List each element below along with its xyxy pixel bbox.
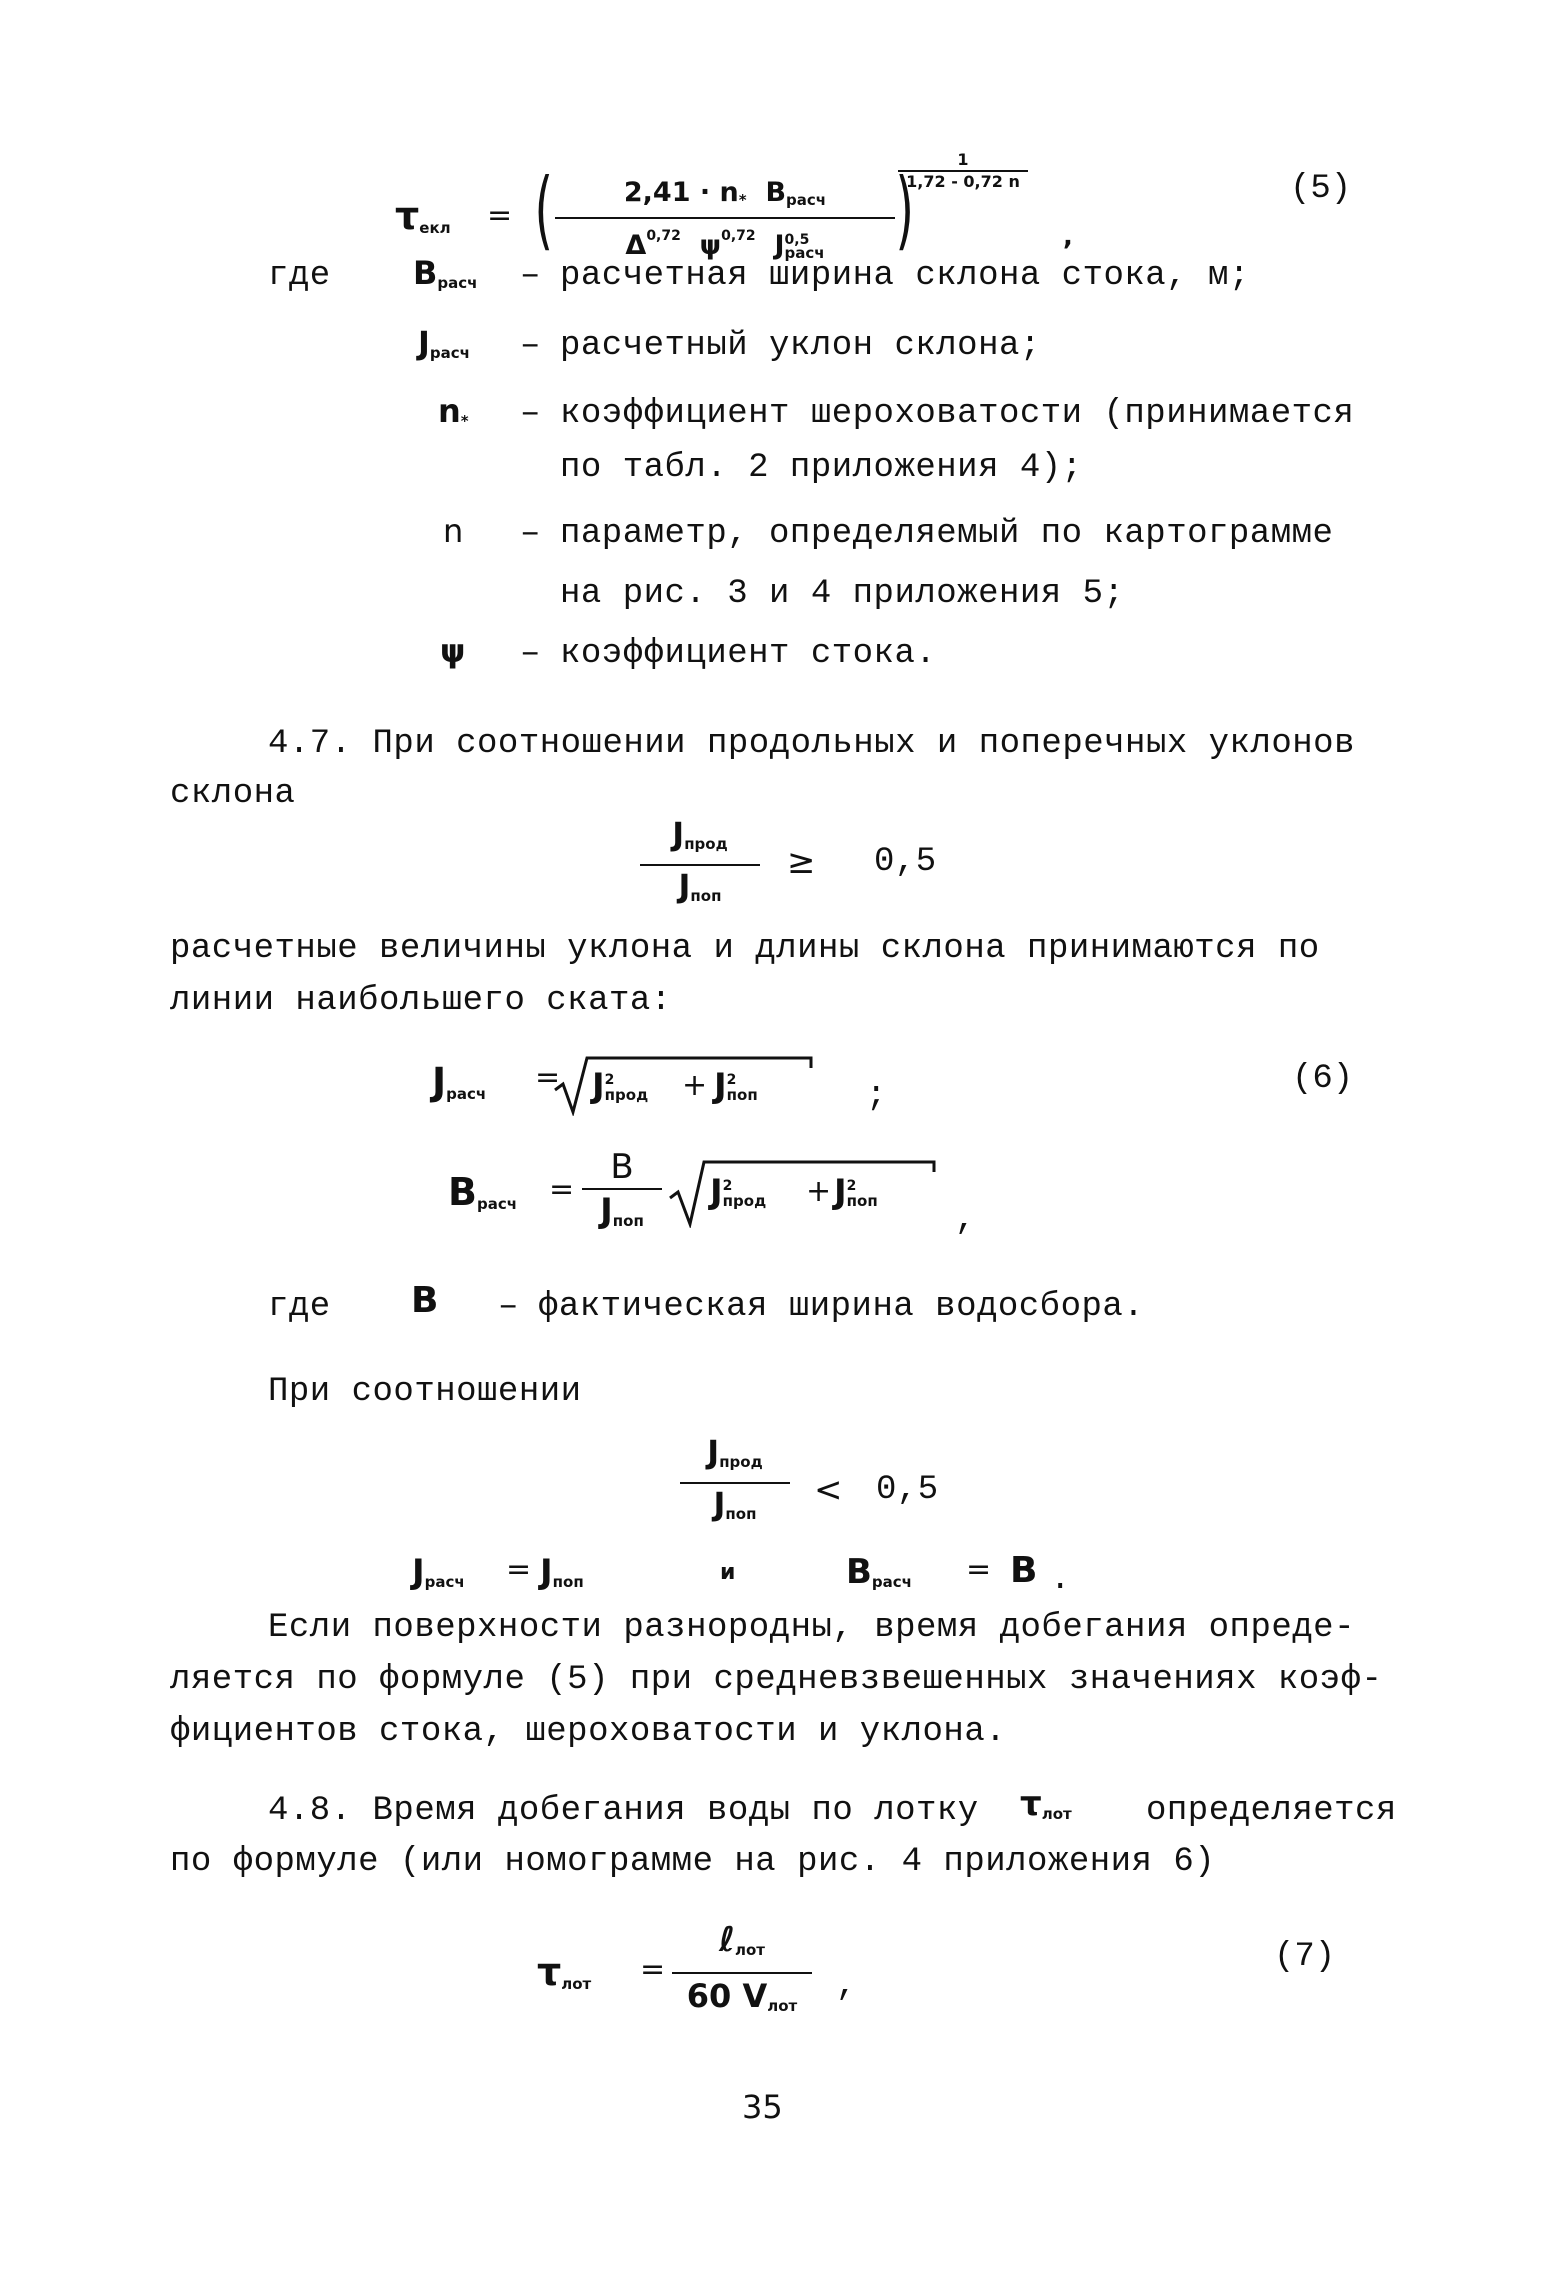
b-result: B bbox=[1010, 1550, 1038, 1591]
right-paren: ) bbox=[895, 160, 915, 260]
symbol: B bbox=[411, 1280, 439, 1321]
j-pop-squared: J 2 поп bbox=[714, 1066, 758, 1106]
ratio-operator: ≥ bbox=[787, 842, 816, 882]
formula-5-numerator: $2,41 \cdot n_*$ $B_{расч}$ bbox=[623, 177, 827, 209]
j-rasch: $J_{расч}$ bbox=[432, 1060, 487, 1104]
paragraph-line: Если поверхности разнородны, время добегания опреде- bbox=[268, 1609, 1355, 1647]
fraction-denominator: $J_{поп}$ bbox=[600, 1191, 644, 1231]
symbol: $n_*$ bbox=[438, 392, 469, 430]
definition-continued: на рис. 3 и 4 приложения 5; bbox=[560, 575, 1125, 613]
semicolon: ; bbox=[866, 1077, 887, 1115]
ratio-denominator: $J_{поп}$ bbox=[713, 1485, 757, 1523]
left-paren: ( bbox=[534, 160, 554, 260]
symbol: n bbox=[443, 512, 464, 550]
equation-number-7: (7) bbox=[1274, 1938, 1336, 1976]
equals-sign: = bbox=[549, 1172, 575, 1207]
plus-sign: + bbox=[806, 1174, 832, 1209]
sqrt-sign bbox=[668, 1158, 938, 1228]
ratio-operator: < bbox=[814, 1470, 843, 1510]
where-word: где bbox=[268, 257, 331, 295]
exponent-numerator: 1 bbox=[957, 150, 969, 169]
formula-7-numerator: ℓ$_{лот}$ bbox=[718, 1920, 766, 1960]
paragraph-line: определяется bbox=[1146, 1792, 1397, 1830]
equals-sign: = bbox=[506, 1552, 532, 1587]
fraction-numerator: B bbox=[610, 1147, 634, 1187]
b-over-j-pop bbox=[582, 1146, 662, 1242]
tau-lot: $\tau_{лот}$ bbox=[1020, 1784, 1072, 1824]
slope-ratio bbox=[680, 1432, 790, 1534]
slope-ratio bbox=[640, 814, 760, 916]
j-prod-squared: J 2 прод bbox=[592, 1066, 649, 1106]
equation-number-5: (5) bbox=[1290, 170, 1352, 208]
dash: – bbox=[520, 515, 541, 553]
period: . bbox=[1050, 1561, 1071, 1599]
ratio-denominator: $J_{поп}$ bbox=[678, 867, 722, 905]
definition: расчетный уклон склона; bbox=[560, 327, 1041, 365]
definition: коэффициент шероховатости (принимается bbox=[560, 395, 1355, 433]
j-prod-squared: J 2 прод bbox=[710, 1172, 767, 1212]
formula-7-denominator: 60 $V_{лот}$ bbox=[686, 1977, 798, 2015]
equals-sign: = bbox=[487, 198, 513, 233]
definition-continued: по табл. 2 приложения 4); bbox=[560, 449, 1083, 487]
dash: – bbox=[498, 1288, 519, 1326]
paragraph-line: линии наибольшего ската: bbox=[170, 982, 672, 1020]
paragraph-line: При соотношении bbox=[268, 1373, 582, 1411]
definition: расчетная ширина склона стока, м; bbox=[560, 257, 1250, 295]
definition: фактическая ширина водосбора. bbox=[538, 1288, 1145, 1326]
ratio-value: 0,5 bbox=[874, 843, 937, 881]
formula-7-fraction bbox=[672, 1918, 812, 2028]
formula-5-denominator: Δ$^{0,72}$ $\psi^{0,72}$ J 0,5 расч bbox=[625, 228, 825, 262]
equals-sign: = bbox=[535, 1060, 561, 1095]
paragraph-line: 4.7. При соотношении продольных и поперечных уклонов bbox=[268, 725, 1355, 763]
where-word: где bbox=[268, 1288, 331, 1326]
paragraph-line: ляется по формуле (5) при средневзвешенных значениях коэф- bbox=[170, 1661, 1383, 1699]
b-rasch-result: $B_{расч}$ bbox=[846, 1552, 912, 1592]
dash: – bbox=[520, 635, 541, 673]
comma: , bbox=[955, 1201, 976, 1239]
comma: , bbox=[836, 1967, 857, 2005]
j-pop-squared: J 2 поп bbox=[834, 1172, 878, 1212]
paragraph-line: расчетные величины уклона и длины склона принимаются по bbox=[170, 930, 1320, 968]
and-word: и bbox=[720, 1560, 736, 1585]
symbol: $J_{расч}$ bbox=[418, 324, 470, 362]
exponent-denominator: 1,72 - 0,72 n bbox=[906, 172, 1020, 191]
ratio-numerator: $J_{прод}$ bbox=[707, 1433, 763, 1471]
formula-5-exponent bbox=[898, 150, 1028, 192]
dash: – bbox=[520, 395, 541, 433]
symbol: ψ bbox=[440, 632, 466, 670]
definition: коэффициент стока. bbox=[560, 635, 937, 673]
j-rasch-result: $J_{расч}$ bbox=[412, 1552, 465, 1592]
equals-sign: = bbox=[640, 1952, 666, 1987]
b-rasch: $B_{расч}$ bbox=[448, 1170, 518, 1214]
ratio-numerator: $J_{прод}$ bbox=[672, 815, 728, 853]
dash: – bbox=[520, 257, 541, 295]
tau-ekl: $\tau_{екл}$ bbox=[395, 194, 451, 238]
equals-sign: = bbox=[966, 1552, 992, 1587]
equation-number-6: (6) bbox=[1292, 1060, 1354, 1098]
page-number: 35 bbox=[742, 2088, 783, 2126]
j-pop-result: $J_{поп}$ bbox=[540, 1552, 584, 1592]
paragraph-line: по формуле (или номограмме на рис. 4 приложения 6) bbox=[170, 1843, 1216, 1881]
symbol: $B_{расч}$ bbox=[413, 254, 478, 292]
comma: , bbox=[1063, 222, 1073, 252]
paragraph-line: склона bbox=[170, 775, 296, 813]
definition: параметр, определяемый по картограмме bbox=[560, 515, 1334, 553]
tau-lot-lhs: $\tau_{лот}$ bbox=[537, 1950, 592, 1994]
dash: – bbox=[520, 327, 541, 365]
paragraph-line: фициентов стока, шероховатости и уклона. bbox=[170, 1713, 1007, 1751]
ratio-value: 0,5 bbox=[876, 1471, 939, 1509]
paragraph-line: 4.8. Время добегания воды по лотку bbox=[268, 1792, 979, 1830]
formula-5-fraction bbox=[555, 176, 895, 263]
plus-sign: + bbox=[682, 1068, 708, 1103]
